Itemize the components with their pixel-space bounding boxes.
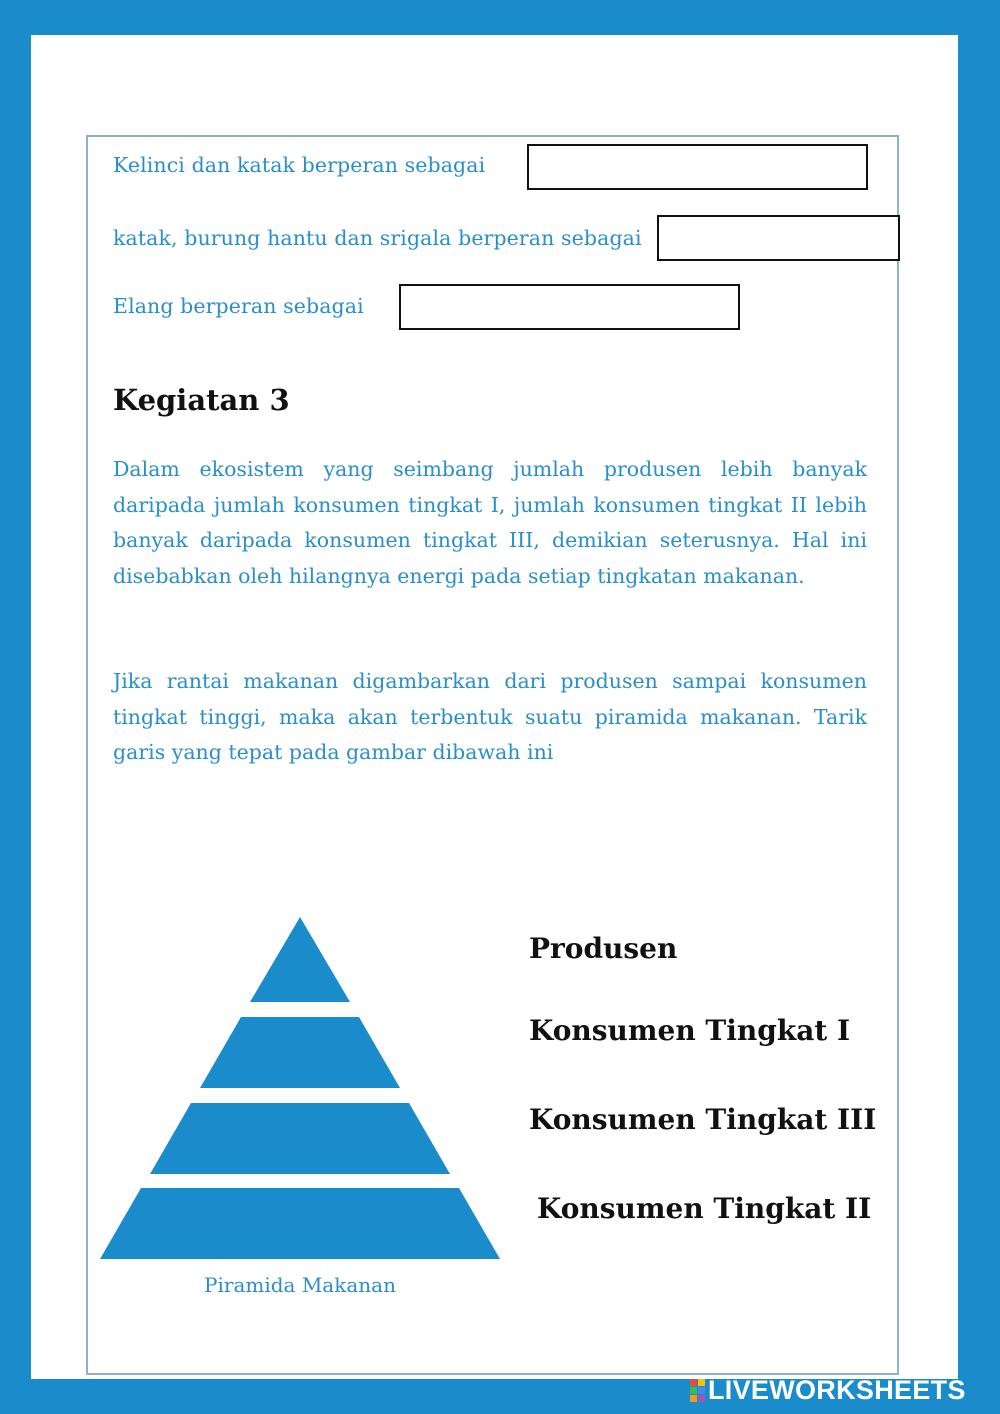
option-produsen[interactable]: Produsen (529, 932, 678, 965)
option-konsumen-tingkat-1[interactable]: Konsumen Tingkat I (529, 1014, 851, 1047)
food-pyramid (100, 915, 500, 1261)
pyramid-caption: Piramida Makanan (204, 1273, 396, 1297)
liveworksheets-logo (690, 1374, 966, 1406)
pyramid-level-2 (200, 1017, 400, 1088)
question-3-label: Elang berperan sebagai (113, 294, 364, 318)
activity-paragraph-1: Dalam ekosistem yang seimbang jumlah produsen lebih banyak daripada jumlah konsumen tingkat I, jumlah konsumen tingkat II lebih banyak daripada konsumen tingkat III, demikian seterusnya. Hal ini disebabkan oleh hilangnya energi pada setiap tingkatan makanan. (113, 457, 867, 588)
option-konsumen-tingkat-3[interactable]: Konsumen Tingkat III (529, 1103, 877, 1136)
pyramid-level-bottom (100, 1188, 500, 1259)
pyramid-level-3 (150, 1103, 450, 1174)
pyramid-level-top (250, 917, 350, 1002)
brand-mark-icon (690, 1379, 705, 1402)
option-konsumen-tingkat-2[interactable]: Konsumen Tingkat II (537, 1192, 872, 1225)
answer-box-3[interactable] (399, 284, 740, 330)
activity-title: Kegiatan 3 (113, 383, 290, 417)
activity-paragraph-2: Jika rantai makanan digambarkan dari produsen sampai konsumen tingkat tinggi, maka akan terbentuk suatu piramida makanan. Tarik garis yang tepat pada gambar dibawah ini (113, 669, 867, 764)
question-1-label: Kelinci dan katak berperan sebagai (113, 153, 486, 177)
question-2-label: katak, burung hantu dan srigala berperan sebagai (113, 226, 642, 250)
brand-name: LIVEWORKSHEETS (708, 1374, 966, 1405)
answer-box-1[interactable] (527, 144, 868, 190)
answer-box-2[interactable] (657, 215, 900, 261)
